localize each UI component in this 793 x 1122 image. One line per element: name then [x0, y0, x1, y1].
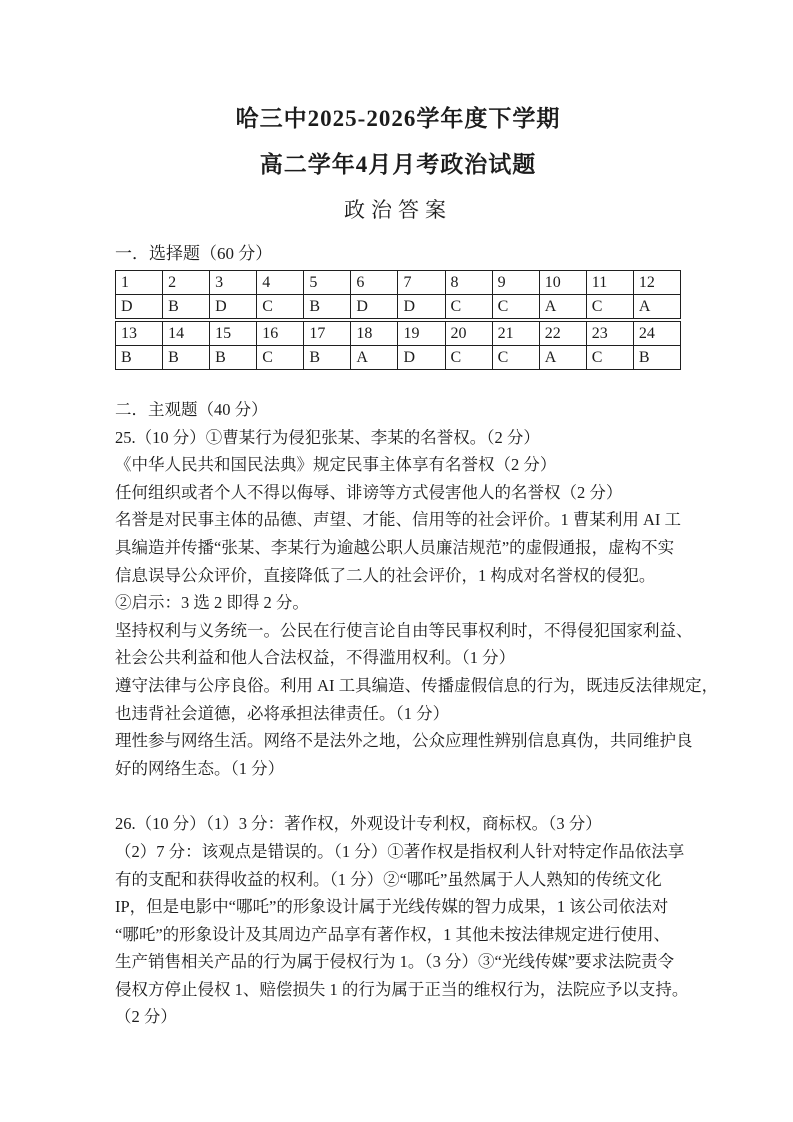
answer-text-line: 信息误导公众评价，直接降低了二人的社会评价，1 构成对名誉权的侵犯。	[115, 565, 656, 585]
answer-table-cell: 1	[116, 271, 163, 295]
document-title-line-1: 哈三中2025-2026学年度下学期	[235, 106, 561, 131]
answer-letter-row	[116, 295, 681, 319]
subjective-section-heading: 二．主观题（40 分）	[115, 400, 268, 419]
answer-table-cell: 22	[539, 322, 586, 346]
answer-table-cell: 18	[351, 322, 398, 346]
answer-text-line: 具编造并传播“张某、李某行为逾越公职人员廉洁规范”的虚假通报，虚构不实	[115, 537, 675, 557]
question-26-answer	[115, 810, 689, 1031]
answer-table-cell: 20	[445, 322, 492, 346]
answer-text-line: 社会公共利益和他人合法权益，不得滥用权利。（1 分）	[115, 648, 516, 668]
question-number-row	[116, 271, 681, 295]
answer-table-cell: 10	[539, 271, 586, 295]
answer-table-cell: C	[445, 346, 492, 370]
answer-table-cell: C	[445, 295, 492, 319]
answer-table-cell: 21	[492, 322, 539, 346]
answer-table-cell: B	[304, 346, 351, 370]
answer-text-line: 好的网络生态。（1 分）	[115, 758, 285, 778]
answer-table-cell: 23	[586, 322, 633, 346]
answer-text-line: “哪吒”的形象设计及其周边产品享有著作权，1 其他未按法律规定进行使用、	[115, 924, 671, 944]
subjective-section	[115, 396, 719, 1031]
answer-text-line: 坚持权利与义务统一。公民在行使言论自由等民事权利时，不得侵犯国家利益、	[115, 620, 693, 640]
answer-table-cell: C	[257, 295, 304, 319]
question-number-row	[116, 322, 681, 346]
answer-table-cell: A	[539, 346, 586, 370]
answer-table-cell: 7	[398, 271, 445, 295]
answer-table-cell: A	[351, 346, 398, 370]
document-content	[115, 96, 719, 1031]
answer-table-cell: C	[492, 295, 539, 319]
answer-text-line: 遵守法律与公序良俗。利用 AI 工具编造、传播虚假信息的行为，既违反法律规定，	[115, 675, 719, 695]
answer-text-line: 25.（10 分）①曹某行为侵犯张某、李某的名誉权。（2 分）	[115, 427, 540, 447]
answer-table-cell: 12	[633, 271, 680, 295]
answer-text-line: 《中华人民共和国民法典》规定民事主体享有名誉权（2 分）	[115, 455, 557, 475]
answer-table-cell: 13	[116, 322, 163, 346]
answer-table-cell: 8	[445, 271, 492, 295]
answer-table-cell: A	[633, 295, 680, 319]
answer-table-cell: B	[633, 346, 680, 370]
answer-text-line: （2）7 分：该观点是错误的。（1 分）①著作权是指权利人针对特定作品依法享	[115, 841, 685, 861]
answer-text-line: IP，但是电影中“哪吒”的形象设计属于光线传媒的智力成果，1 该公司依法对	[115, 897, 669, 917]
multiple-choice-section-heading: 一．选择题（60 分）	[115, 244, 273, 263]
answer-table-cell: D	[210, 295, 257, 319]
answer-table-cell: D	[398, 295, 445, 319]
answer-table-questions-13-24	[115, 321, 681, 370]
answer-sheet-title: 政治答案	[344, 198, 452, 222]
answer-table-cell: 5	[304, 271, 351, 295]
answer-table-cell: 3	[210, 271, 257, 295]
answer-table-cell: C	[586, 346, 633, 370]
answer-table-cell: A	[539, 295, 586, 319]
answer-table-cell: 16	[257, 322, 304, 346]
document-title-line-2: 高二学年4月月考政治试题	[259, 152, 537, 177]
answer-table-cell: B	[163, 346, 210, 370]
answer-text-line: 任何组织或者个人不得以侮辱、诽谤等方式侵害他人的名誉权（2 分）	[115, 482, 623, 502]
answer-table-cell: D	[351, 295, 398, 319]
answer-text-line: 侵权方停止侵权 1、赔偿损失 1 的行为属于正当的维权行为，法院应予以支持。	[115, 979, 689, 999]
answer-table-cell: D	[398, 346, 445, 370]
answer-table-cell: 2	[163, 271, 210, 295]
answer-table-cell: D	[116, 295, 163, 319]
answer-table-cell: 4	[257, 271, 304, 295]
answer-table-cell: 19	[398, 322, 445, 346]
answer-table-cell: B	[116, 346, 163, 370]
answer-text-line: 生产销售相关产品的行为属于侵权行为 1。（3 分）③“光线传媒”要求法院责令	[115, 952, 675, 972]
answer-text-line: （2 分）	[115, 1007, 177, 1027]
answer-table-cell: 24	[633, 322, 680, 346]
answer-text-line: 理性参与网络生活。网络不是法外之地，公众应理性辨别信息真伪，共同维护良	[115, 731, 693, 751]
answer-table-cell: C	[492, 346, 539, 370]
question-25-answer	[115, 424, 719, 783]
answer-table-cell: C	[586, 295, 633, 319]
answer-table-cell: B	[304, 295, 351, 319]
answer-text-line: ②启示：3 选 2 即得 2 分。	[115, 593, 309, 613]
answer-table-cell: B	[163, 295, 210, 319]
answer-table-cell: 17	[304, 322, 351, 346]
answer-table-cell: B	[210, 346, 257, 370]
answer-table-cell: 11	[586, 271, 633, 295]
answer-table-cell: 9	[492, 271, 539, 295]
answer-table-cell: 6	[351, 271, 398, 295]
answer-text-line: 也违背社会道德，必将承担法律责任。（1 分）	[115, 703, 450, 723]
answer-table-questions-1-12	[115, 270, 681, 319]
answer-table-cell: 15	[210, 322, 257, 346]
answer-text-line: 名誉是对民事主体的品德、声望、才能、信用等的社会评价。1 曹某利用 AI 工	[115, 510, 682, 530]
answer-table-cell: C	[257, 346, 304, 370]
answer-text-line: 有的支配和获得收益的权利。（1 分）②“哪吒”虽然属于人人熟知的传统文化	[115, 869, 662, 889]
answer-text-line: 26.（10 分）（1）3 分：著作权，外观设计专利权，商标权。（3 分）	[115, 814, 602, 834]
answer-table-cell: 14	[163, 322, 210, 346]
answer-letter-row	[116, 346, 681, 370]
